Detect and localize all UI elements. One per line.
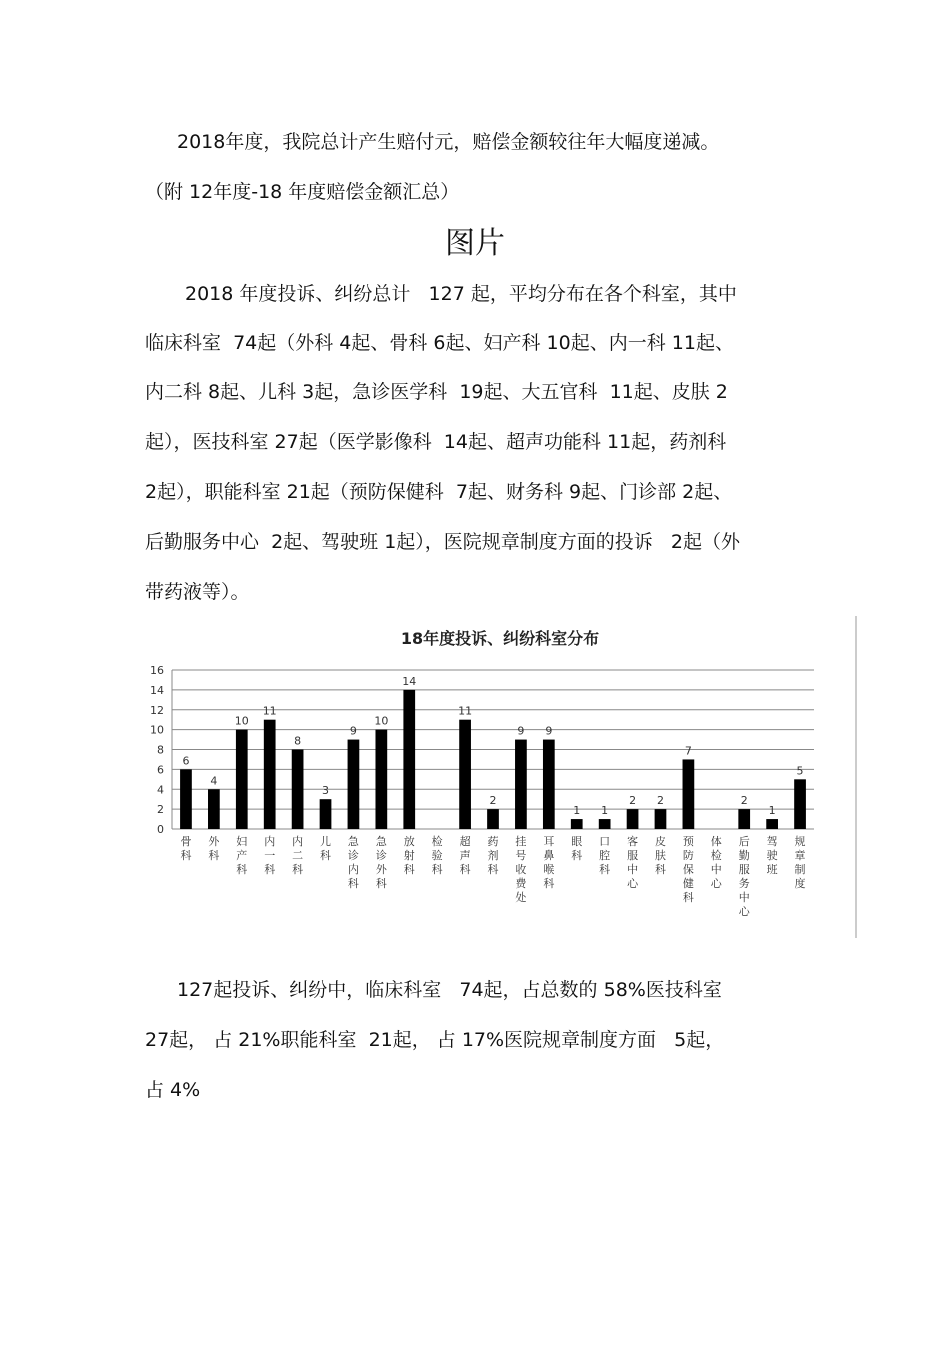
bar-data-label: 10	[234, 714, 249, 728]
bar-data-label: 2	[629, 794, 637, 808]
x-category-label: 外科	[208, 835, 220, 862]
x-category-label: 放射科	[403, 835, 415, 876]
x-category-label: 体检中心	[710, 835, 722, 890]
y-tick-label: 2	[157, 803, 164, 817]
y-tick-label: 16	[150, 664, 164, 677]
paragraph-1-line: 临床科室 74起（外科 4起、骨科 6起、妇产科 10起、内一科 11起、	[145, 332, 734, 354]
chart-title: 18年度投诉、纠纷科室分布	[400, 629, 600, 648]
chart-bar	[375, 730, 387, 829]
x-category-label: 急诊内科	[347, 835, 359, 890]
x-category-label: 药剂科	[487, 835, 499, 876]
y-tick-label: 10	[150, 723, 164, 737]
chart-bar	[683, 759, 695, 829]
x-category-label: 后勤服务中心	[738, 835, 750, 918]
chart-bar	[627, 809, 639, 829]
chart-bar	[766, 819, 778, 829]
y-tick-label: 12	[150, 703, 164, 717]
paragraph-1-line: 起），医技科室 27起（医学影像科 14起、超声功能科 11起，药剂科	[145, 431, 727, 453]
figure-placeholder-title: 图片	[445, 226, 505, 261]
bar-data-label: 1	[601, 804, 609, 818]
chart-bar	[348, 740, 360, 829]
x-category-label: 预防保健科	[682, 835, 694, 904]
bar-data-label: 10	[374, 714, 389, 728]
chart-bar	[320, 799, 332, 829]
x-category-label: 骨科	[180, 835, 192, 862]
x-category-label: 内一科	[264, 835, 276, 876]
chart-category-labels	[180, 834, 805, 918]
chart-bar	[292, 750, 304, 830]
bar-data-label: 2	[656, 794, 664, 808]
chart-bar	[403, 690, 415, 829]
x-category-label: 儿科	[320, 835, 332, 862]
y-tick-label: 14	[150, 683, 164, 697]
bar-data-label: 11	[458, 704, 473, 718]
y-tick-label: 4	[157, 783, 164, 797]
bar-data-label: 1	[573, 804, 581, 818]
bar-data-label: 3	[322, 784, 330, 798]
bar-data-label: 7	[684, 744, 692, 758]
x-category-label: 内二科	[292, 835, 304, 876]
chart-bar	[543, 740, 555, 829]
chart-y-ticks	[150, 664, 164, 836]
bar-data-label: 9	[545, 724, 553, 738]
paragraph-1-line: 后勤服务中心 2起、驾驶班 1起），医院规章制度方面的投诉 2起（外	[145, 531, 741, 553]
paragraph-2-line: 占 4%	[145, 1079, 201, 1101]
bar-data-label: 9	[349, 724, 357, 738]
paragraph-1-line: 内二科 8起、儿科 3起，急诊医学科 19起、大五官科 11起、皮肤 2	[145, 381, 728, 403]
chart-bar	[459, 720, 471, 829]
bar-data-label: 2	[740, 794, 748, 808]
x-category-label: 耳鼻喉科	[543, 835, 555, 890]
bar-data-label: 4	[210, 774, 218, 788]
x-category-label: 规章制度	[794, 835, 806, 890]
x-category-label: 眼科	[571, 835, 583, 862]
x-category-label: 皮肤科	[654, 835, 666, 876]
intro-line-1: 2018年度，我院总计产生赔付元，赔偿金额较往年大幅度递减。	[177, 131, 720, 153]
bar-data-label: 14	[402, 674, 417, 688]
chart-bar	[515, 740, 527, 829]
chart-bar	[264, 720, 276, 829]
bar-data-label: 1	[768, 804, 776, 818]
paragraph-2-line: 127起投诉、纠纷中，临床科室 74起，占总数的 58%医技科室	[177, 979, 722, 1001]
chart-bar	[236, 730, 248, 829]
bar-data-label: 11	[262, 704, 277, 718]
chart-bar	[794, 779, 806, 829]
bar-data-label: 9	[517, 724, 525, 738]
chart-bar	[655, 809, 667, 829]
y-tick-label: 0	[157, 823, 164, 836]
chart-bar	[487, 809, 499, 829]
bar-data-label: 5	[796, 764, 804, 778]
paragraph-1-line: 2018 年度投诉、纠纷总计 127 起，平均分布在各个科室，其中	[185, 283, 737, 305]
x-category-label: 超声科	[459, 835, 471, 876]
x-category-label: 口腔科	[599, 835, 611, 876]
x-category-label: 妇产科	[236, 835, 248, 876]
bar-chart-svg	[140, 612, 860, 942]
x-category-label: 挂号收费处	[515, 835, 527, 904]
bar-data-label: 6	[182, 754, 190, 768]
paragraph-1-line: 2起），职能科室 21起（预防保健科 7起、财务科 9起、门诊部 2起、	[145, 481, 733, 503]
y-tick-label: 8	[157, 743, 164, 757]
chart-bar	[571, 819, 583, 829]
chart-bar	[180, 769, 192, 829]
x-category-label: 驾驶班	[766, 835, 778, 876]
x-category-label: 急诊外科	[375, 835, 387, 890]
chart-bar	[208, 789, 220, 829]
x-category-label: 检验科	[431, 835, 443, 876]
chart-bar	[599, 819, 611, 829]
bar-data-label: 2	[489, 794, 497, 808]
paragraph-2-line: 27起， 占 21%职能科室 21起， 占 17%医院规章制度方面 5起，	[145, 1029, 725, 1051]
paragraph-1-line: 带药液等）。	[145, 581, 250, 603]
intro-line-2: （附 12年度-18 年度赔偿金额汇总）	[145, 181, 460, 203]
bar-chart	[140, 612, 860, 942]
x-category-label: 客服中心	[627, 835, 639, 890]
y-tick-label: 6	[157, 763, 164, 777]
chart-bar	[738, 809, 750, 829]
chart-data-labels	[182, 675, 803, 817]
bar-data-label: 8	[294, 734, 302, 748]
